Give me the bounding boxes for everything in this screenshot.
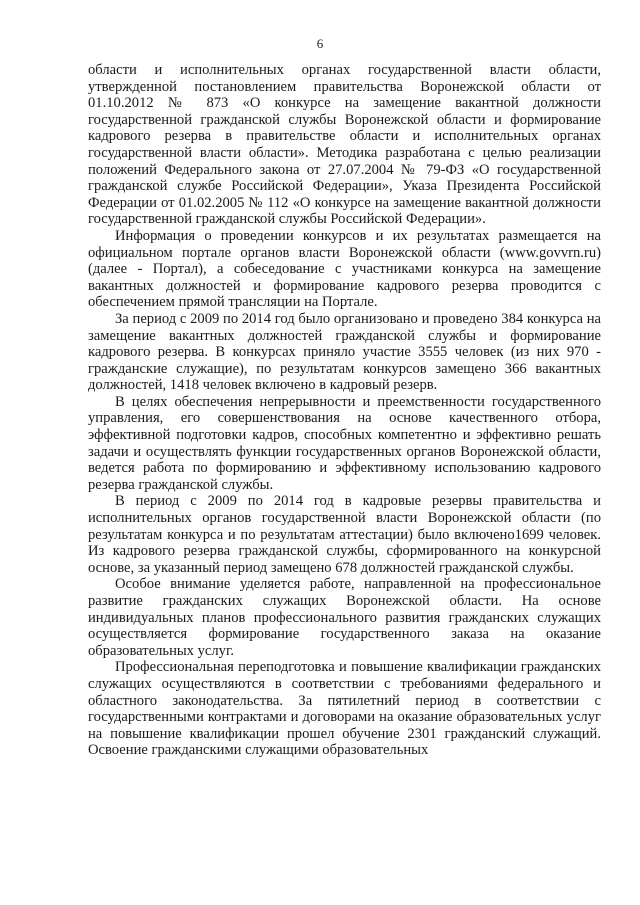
paragraph-training: Профессиональная переподготовка и повышение квалификации гражданских служащих осуществляются в соответствии с требованиями федерального и областного законодательства. За пятилетний период в соответствии с государственными контрактами и договорами на оказание образовательных услуг на повышение квалификации прошел обучение 2301 гражданский служащий. Освоение гражданскими служащими образовательных [88,659,601,759]
page-number: 6 [316,36,324,51]
document-body [88,62,601,759]
paragraph-professional-development: Особое внимание уделяется работе, направленной на профессиональное развитие гражданских служащих Воронежской области. На основе индивидуальных планов профессионального развития гражданских служащих осуществляется формирование государственного заказа на оказание образовательных услуг. [88,576,601,659]
paragraph-personnel-reserve: В целях обеспечения непрерывности и преемственности государственного управления, его совершенствования на основе качественного отбора, эффективной подготовки кадров, способных компетентно и эффективно решать задачи и осуществлять функции государственных органов Воронежской области, ведется работа по формированию и эффективному использованию кадрового резерва гражданской службы. [88,393,601,493]
paragraph-continuation: области и исполнительных органах государственной власти области, утвержденной постановлением правительства Воронежской области от 01.10.2012 № 873 «О конкурсе на замещение вакантной должности государственной гражданской службы Воронежской области и формирование кадрового резерва в правительстве области и исполнительных органах государственной власти области». Методика разработана с целью реализации положений Федерального закона от 27.07.2004 № 79-ФЗ «О государственной гражданской службе Российской Федерации», Указа Президента Российской Федерации от 01.02.2005 № 112 «О конкурсе на замещение вакантной должности государственной гражданской службы Российской Федерации». [88,62,601,228]
paragraph-competition-results: За период с 2009 по 2014 год было организовано и проведено 384 конкурса на замещение вакантных должностей гражданской службы и формирование кадрового резерва. В конкурсах приняло участие 3555 человек (из них 970 - гражданские служащие), по результатам конкурсов замещено 366 вакантных должностей, 1418 человек включено в кадровый резерв. [88,310,601,394]
paragraph-portal-info: Информация о проведении конкурсов и их результатах размещается на официальном портале органов власти Воронежской области (www.govvrn.ru) (далее - Портал), а собеседование с участниками конкурса на замещение вакантных должностей и формирование кадрового резерва проводится с обеспечением прямой трансляции на Портале. [88,227,601,311]
paragraph-reserve-statistics: В период с 2009 по 2014 год в кадровые резервы правительства и исполнительных органов государственной власти Воронежской области (по результатам конкурса и по результатам аттестации) было включено1699 человек. Из кадрового резерва гражданской службы, сформированного на конкурсной основе, за указанный период замещено 678 должностей гражданской службы. [88,493,601,576]
